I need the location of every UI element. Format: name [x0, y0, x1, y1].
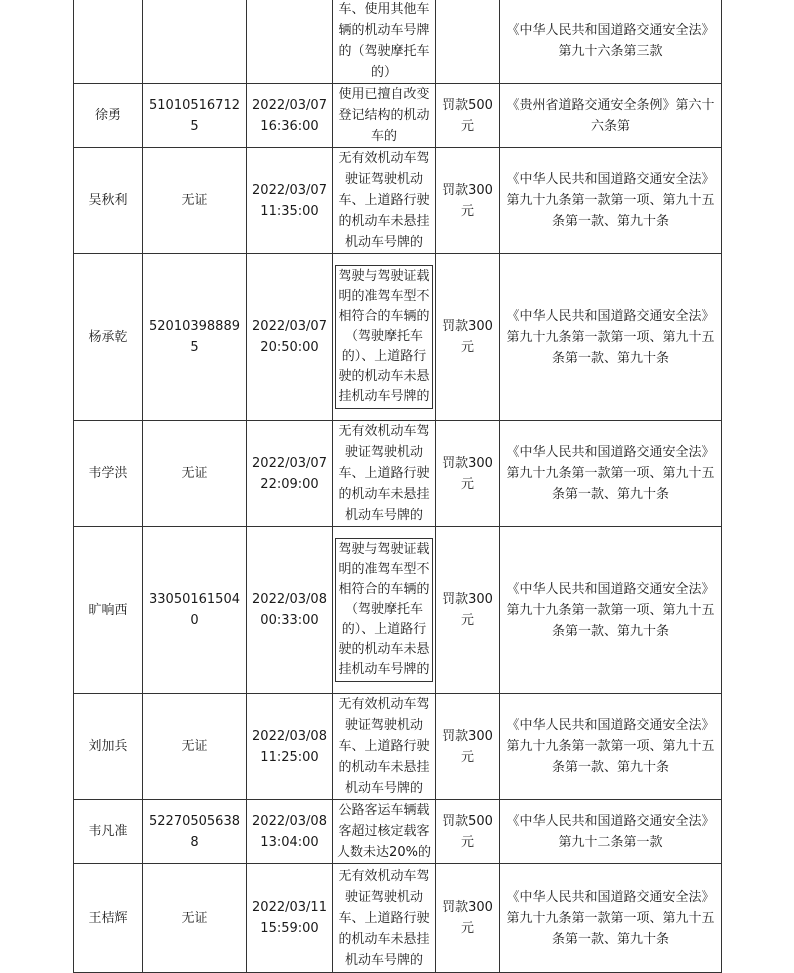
- driver-name-cell: 徐勇: [74, 84, 143, 148]
- violation-behavior-cell: 无有效机动车驾驶证驾驶机动车、上道路行驶的机动车未悬挂机动车号牌的: [333, 148, 436, 254]
- penalty-cell: 罚款500元: [436, 800, 500, 864]
- table-row: [74, 421, 722, 527]
- penalty-table: [73, 0, 722, 973]
- license-number-cell: 520103988895: [143, 254, 247, 421]
- license-number-cell: 无证: [143, 421, 247, 527]
- penalty-cell: [436, 0, 500, 84]
- table-row: [74, 84, 722, 148]
- violation-behavior-cell: 使用已擅自改变登记结构的机动车的: [333, 84, 436, 148]
- table-row: [74, 800, 722, 864]
- driver-name-cell: 刘加兵: [74, 694, 143, 800]
- penalty-cell: 罚款300元: [436, 421, 500, 527]
- driver-name-cell: 韦凡准: [74, 800, 143, 864]
- violation-time-cell: 2022/03/08 13:04:00: [247, 800, 333, 864]
- violation-time-cell: 2022/03/11 15:59:00: [247, 864, 333, 973]
- driver-name-cell: 旷响西: [74, 527, 143, 694]
- driver-name-cell: 杨承乾: [74, 254, 143, 421]
- violation-behavior-cell: [333, 527, 436, 694]
- violation-time-cell: 2022/03/08 11:25:00: [247, 694, 333, 800]
- license-number-cell: 330501615040: [143, 527, 247, 694]
- legal-basis-cell: 《贵州省道路交通安全条例》第六十六条第: [500, 84, 722, 148]
- violation-behavior-cell: 无有效机动车驾驶证驾驶机动车、上道路行驶的机动车未悬挂机动车号牌的: [333, 421, 436, 527]
- table-row: [74, 254, 722, 421]
- violation-behavior-cell: 公路客运车辆载客超过核定载客人数未达20%的: [333, 800, 436, 864]
- highlighted-violation-box: 驾驶与驾驶证载明的准驾车型不相符合的车辆的（驾驶摩托车的）、上道路行驶的机动车未悬挂机动车号牌的: [335, 538, 433, 682]
- penalty-cell: 罚款300元: [436, 694, 500, 800]
- violation-time-cell: [247, 0, 333, 84]
- violation-behavior-cell: 无有效机动车驾驶证驾驶机动车、上道路行驶的机动车未悬挂机动车号牌的: [333, 864, 436, 973]
- violation-behavior-cell: [333, 254, 436, 421]
- violation-time-cell: 2022/03/07 11:35:00: [247, 148, 333, 254]
- legal-basis-cell: 《中华人民共和国道路交通安全法》第九十九条第一款第一项、第九十五条第一款、第九十条: [500, 254, 722, 421]
- table-row: [74, 0, 722, 84]
- legal-basis-cell: 《中华人民共和国道路交通安全法》第九十二条第一款: [500, 800, 722, 864]
- violation-time-cell: 2022/03/07 20:50:00: [247, 254, 333, 421]
- legal-basis-cell: 《中华人民共和国道路交通安全法》第九十六条第三款: [500, 0, 722, 84]
- penalty-cell: 罚款300元: [436, 864, 500, 973]
- violation-time-cell: 2022/03/07 22:09:00: [247, 421, 333, 527]
- violation-behavior-cell: 无有效机动车驾驶证驾驶机动车、上道路行驶的机动车未悬挂机动车号牌的: [333, 694, 436, 800]
- violation-behavior-cell: 车、使用其他车辆的机动车号牌的（驾驶摩托车的）: [333, 0, 436, 84]
- license-number-cell: 无证: [143, 148, 247, 254]
- driver-name-cell: 王桔辉: [74, 864, 143, 973]
- driver-name-cell: 吴秋利: [74, 148, 143, 254]
- violation-time-cell: 2022/03/08 00:33:00: [247, 527, 333, 694]
- penalty-cell: 罚款300元: [436, 527, 500, 694]
- legal-basis-cell: 《中华人民共和国道路交通安全法》第九十九条第一款第一项、第九十五条第一款、第九十条: [500, 421, 722, 527]
- penalty-cell: 罚款300元: [436, 254, 500, 421]
- license-number-cell: 无证: [143, 864, 247, 973]
- table-row: [74, 148, 722, 254]
- license-number-cell: 510105167125: [143, 84, 247, 148]
- legal-basis-cell: 《中华人民共和国道路交通安全法》第九十九条第一款第一项、第九十五条第一款、第九十条: [500, 148, 722, 254]
- legal-basis-cell: 《中华人民共和国道路交通安全法》第九十九条第一款第一项、第九十五条第一款、第九十条: [500, 864, 722, 973]
- penalty-cell: 罚款300元: [436, 148, 500, 254]
- highlighted-violation-box: 驾驶与驾驶证载明的准驾车型不相符合的车辆的（驾驶摩托车的）、上道路行驶的机动车未悬挂机动车号牌的: [335, 265, 433, 409]
- violation-time-cell: 2022/03/07 16:36:00: [247, 84, 333, 148]
- license-number-cell: 无证: [143, 694, 247, 800]
- penalty-cell: 罚款500元: [436, 84, 500, 148]
- table-row: [74, 694, 722, 800]
- legal-basis-cell: 《中华人民共和国道路交通安全法》第九十九条第一款第一项、第九十五条第一款、第九十条: [500, 694, 722, 800]
- license-number-cell: 522705056388: [143, 800, 247, 864]
- driver-name-cell: [74, 0, 143, 84]
- legal-basis-cell: 《中华人民共和国道路交通安全法》第九十九条第一款第一项、第九十五条第一款、第九十条: [500, 527, 722, 694]
- table-row: [74, 527, 722, 694]
- table-row: [74, 864, 722, 973]
- driver-name-cell: 韦学洪: [74, 421, 143, 527]
- license-number-cell: [143, 0, 247, 84]
